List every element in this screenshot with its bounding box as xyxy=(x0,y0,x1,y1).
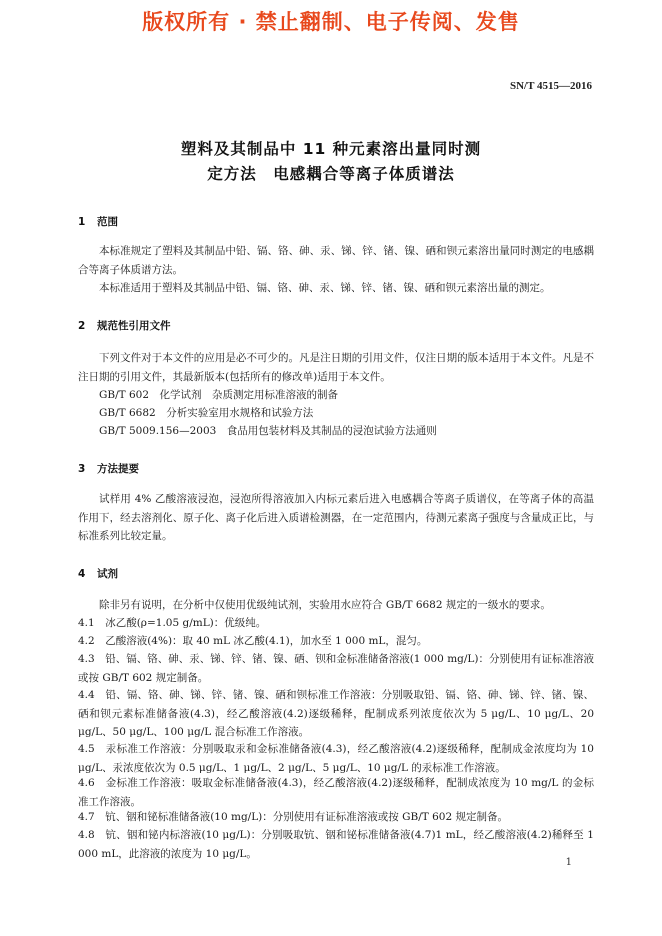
section-4-number: 4 xyxy=(78,568,86,580)
section-3-title: 方法提要 xyxy=(97,463,139,475)
section-3-paragraph-1: 试样用 4% 乙酸溶液浸泡，浸泡所得溶液加入内标元素后进入电感耦合等离子质谱仪，在等离子体的高温作用下，经去溶剂化、原子化、离子化后进入质谱检测器，在一定范围内，待测元素离子强度与含量成正比，与标准系列比较定量。 xyxy=(78,493,594,542)
section-2-paragraph-1: 下列文件对于本文件的应用是必不可少的。凡是注日期的引用文件，仅注日期的版本适用于本文件。凡是不注日期的引用文件，其最新版本(包括所有的修改单)适用于本文件。 xyxy=(78,352,594,383)
section-1-title: 范围 xyxy=(97,216,118,228)
section-1-paragraph-2: 本标准适用于塑料及其制品中铅、镉、铬、砷、汞、锑、锌、锗、镍、硒和钡元素溶出量的测定。 xyxy=(99,282,551,294)
section-1-number: 1 xyxy=(78,216,86,228)
item-4-4: 4.4 铅、镉、铬、砷、锑、锌、锗、镍、硒和钡标准工作溶液：分别吸取铅、镉、铬、砷、锑、锌、锗、镍、硒和钡元素标准储备液(4.3)，经乙酸溶液(4.2)逐级稀释，配制成系列浓度依次为 5 μg/L、10 μg/L、20 μg/L、50 μg/L、100 μg/L 混合标准工作溶液。 xyxy=(78,689,594,738)
section-1-heading xyxy=(78,214,118,229)
copyright-banner: 版权所有 · 禁止翻制、电子传阅、发售 xyxy=(142,10,520,34)
item-4-3: 4.3 铅、镉、铬、砷、汞、锑、锌、锗、镍、硒、钡和金标准储备溶液(1 000 mg/L)：分别使用有证标准溶液或按 GB/T 602 规定制备。 xyxy=(78,653,594,684)
section-3-number: 3 xyxy=(78,463,86,475)
item-4-8: 4.8 钪、铟和铋内标溶液(10 μg/L)：分别吸取钪、铟和铋标准储备液(4.7)1 mL，经乙酸溶液(4.2)稀释至 1 000 mL，此溶液的浓度为 10 μg/L。 xyxy=(78,829,594,860)
item-4-7: 4.7 钪、铟和铋标准储备液(10 mg/L)：分别使用有证标准溶液或按 GB/T 602 规定制备。 xyxy=(78,811,508,823)
document-title-line-1: 塑料及其制品中 11 种元素溶出量同时测 xyxy=(180,140,482,158)
section-2-heading xyxy=(78,318,171,333)
reference-gbt-602: GB/T 602 化学试剂 杂质测定用标准溶液的制备 xyxy=(99,389,339,401)
section-2-title: 规范性引用文件 xyxy=(97,320,171,332)
section-4-intro: 除非另有说明，在分析中仅使用优级纯试剂，实验用水应符合 GB/T 6682 规定的一级水的要求。 xyxy=(99,599,551,611)
section-4-title: 试剂 xyxy=(97,568,118,580)
section-1-paragraph-1: 本标准规定了塑料及其制品中铅、镉、铬、砷、汞、锑、锌、锗、镍、硒和钡元素溶出量同时测定的电感耦合等离子体质谱方法。 xyxy=(78,245,594,276)
section-4-heading xyxy=(78,566,118,581)
standard-number: SN/T 4515—2016 xyxy=(509,80,592,92)
document-title-line-2: 定方法 电感耦合等离子体质谱法 xyxy=(207,165,455,183)
item-4-5: 4.5 汞标准工作溶液：分别吸取汞和金标准储备液(4.3)，经乙酸溶液(4.2)逐级稀释，配制成金浓度均为 10 μg/L、汞浓度依次为 0.5 μg/L、1 μg/L、2 μg/L、5 μg/L、10 μg/L 的汞标准工作溶液。 xyxy=(78,743,594,774)
reference-gbt-6682: GB/T 6682 分析实验室用水规格和试验方法 xyxy=(99,407,314,419)
page-number: 1 xyxy=(565,857,572,868)
section-3-heading xyxy=(78,461,139,476)
reference-gbt-5009-156: GB/T 5009.156—2003 食品用包装材料及其制品的浸泡试验方法通则 xyxy=(99,425,437,437)
item-4-6: 4.6 金标准工作溶液：吸取金标准储备液(4.3)，经乙酸溶液(4.2)逐级稀释，配制成浓度为 10 mg/L 的金标准工作溶液。 xyxy=(78,777,594,808)
section-2-number: 2 xyxy=(78,320,86,332)
item-4-2: 4.2 乙酸溶液(4%)：取 40 mL 冰乙酸(4.1)，加水至 1 000 mL，混匀。 xyxy=(78,635,428,647)
item-4-1: 4.1 冰乙酸(ρ=1.05 g/mL)：优级纯。 xyxy=(78,617,267,629)
